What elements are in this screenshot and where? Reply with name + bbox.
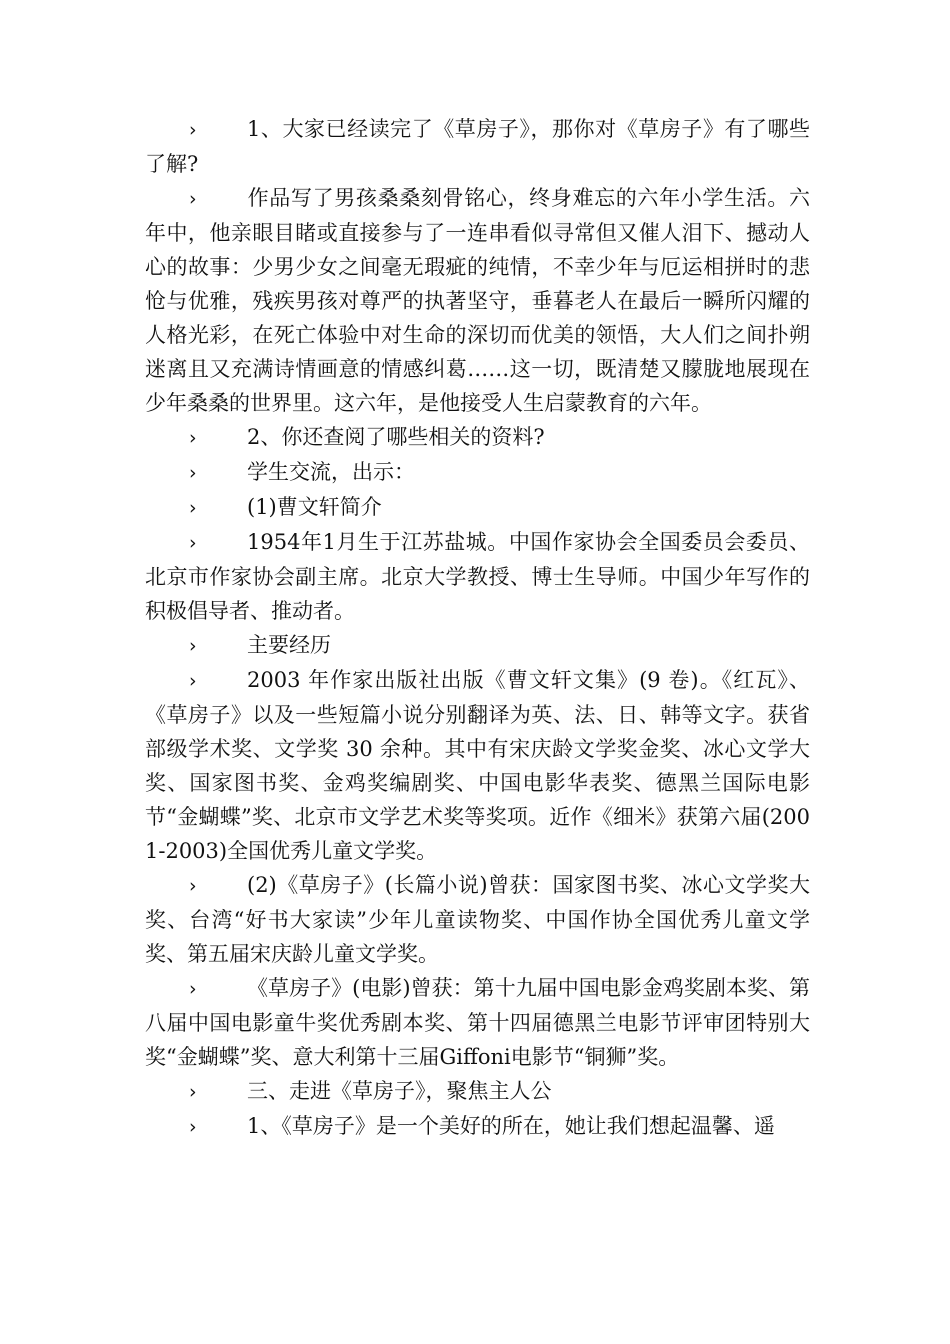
paragraph-text: 作品写了男孩桑桑刻骨铭心，终身难忘的六年小学生活。六年中，他亲眼目睹或直接参与了一连串看似寻常但又催人泪下、撼动人心的故事：少男少女之间毫无瑕疵的纯情，不幸少年与厄运相拼时的悲怆与优雅，残疾男孩对尊严的执著坚守，垂暮老人在最后一瞬所闪耀的人格光彩，在死亡体验中对生命的深切而优美的领悟，大人们之间扑朔迷离且又充满诗情画意的情感纠葛……这一切，既清楚又朦胧地展现在少年桑桑的世界里。这六年，是他接受人生启蒙教育的六年。 [145,186,810,415]
paragraph-experience-heading [145,628,810,663]
paragraph-text: 1、大家已经读完了《草房子》，那你对《草房子》有了哪些了解? [145,117,810,176]
paragraph-text: 1、《草房子》是一个美好的所在，她让我们想起温馨、遥 [247,1114,775,1138]
bullet-arrow-icon: › [189,670,197,692]
paragraph-answer-1 [145,181,810,420]
paragraph-author-bio [145,525,810,628]
paragraph-question-2 [145,420,810,455]
paragraph-text: 三、走进《草房子》，聚焦主人公 [247,1079,552,1103]
paragraph-film-awards [145,971,810,1074]
paragraph-text: 《草房子》(电影)曾获：第十九届中国电影金鸡奖剧本奖、第八届中国电影童牛奖优秀剧本奖、第十四届德黑兰电影节评审团特别大奖“金蝴蝶”奖、意大利第十三届Giffoni电影节“铜狮”奖。 [145,976,810,1069]
bullet-arrow-icon: › [189,635,197,657]
paragraph-text: 2003 年作家出版社出版《曹文轩文集》(9 卷)。《红瓦》、《草房子》以及一些短篇小说分别翻译为英、法、日、韩等文字。获省部级学术奖、文学奖 30 余种。其中有宋庆龄文学奖金奖、冰心文学大奖、国家图书奖、金鸡奖编剧奖、中国电影华表奖、德黑兰国际电影节“金蝴蝶”奖、北京市文学艺术奖等奖项。近作《细米》获第六届(2001-2003)全国优秀儿童文学奖。 [145,668,810,863]
bullet-arrow-icon: › [189,532,197,554]
bullet-arrow-icon: › [189,427,197,449]
bullet-arrow-icon: › [189,978,197,1000]
paragraph-novel-awards [145,868,810,971]
paragraph-text: (2)《草房子》(长篇小说)曾获：国家图书奖、冰心文学奖大奖、台湾“好书大家读”少年儿童读物奖、中国作协全国优秀儿童文学奖、第五届宋庆龄儿童文学奖。 [145,873,810,966]
paragraph-section-three-question [145,1109,810,1144]
bullet-arrow-icon: › [189,1116,197,1138]
document-body [145,112,810,1144]
paragraph-section-three [145,1074,810,1109]
bullet-arrow-icon: › [189,119,197,141]
paragraph-text: 1954年1月生于江苏盐城。中国作家协会全国委员会委员、北京市作家协会副主席。北京大学教授、博士生导师。中国少年写作的积极倡导者、推动者。 [145,530,810,623]
paragraph-student-exchange [145,455,810,490]
bullet-arrow-icon: › [189,875,197,897]
bullet-arrow-icon: › [189,497,197,519]
paragraph-experience [145,663,810,868]
paragraph-text: (1)曹文轩简介 [247,495,382,519]
bullet-arrow-icon: › [189,1081,197,1103]
paragraph-text: 学生交流，出示： [247,460,415,484]
paragraph-author-heading [145,490,810,525]
bullet-arrow-icon: › [189,462,197,484]
paragraph-text: 主要经历 [247,633,331,657]
bullet-arrow-icon: › [189,188,197,210]
paragraph-text: 2、你还查阅了哪些相关的资料? [247,425,545,449]
paragraph-question-1 [145,112,810,181]
